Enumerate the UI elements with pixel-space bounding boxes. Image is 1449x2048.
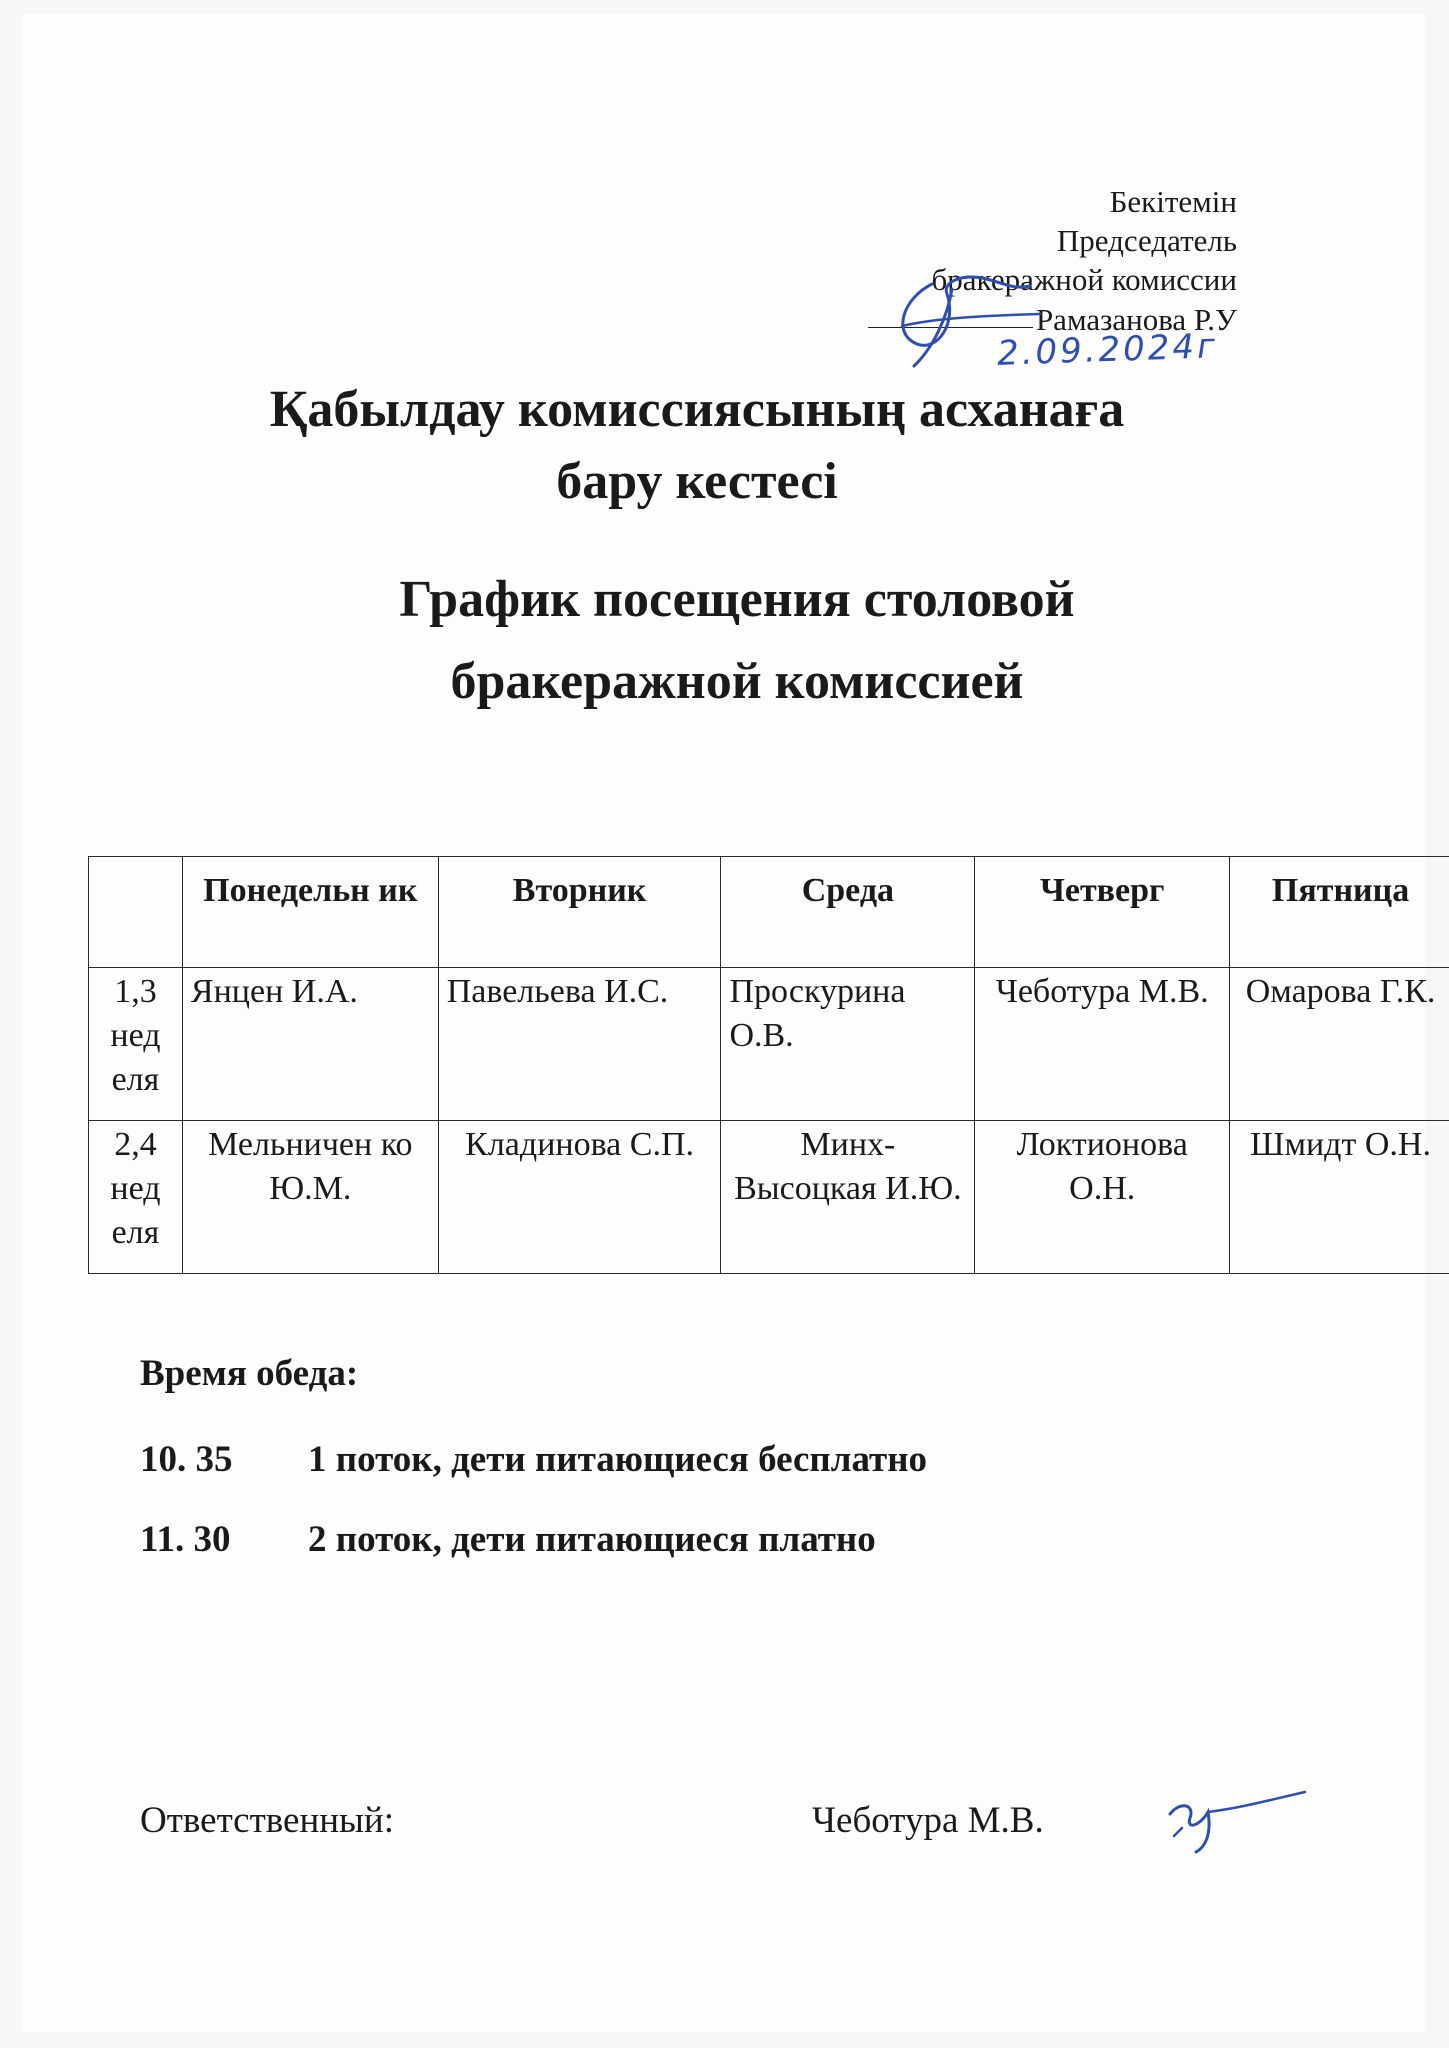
title-kazakh-line2: бару кестесі <box>556 453 838 510</box>
monday-cell: Янцен И.А. <box>182 968 438 1121</box>
friday-cell: Омарова Г.К. <box>1230 968 1449 1121</box>
responsible-signature <box>1160 1786 1310 1856</box>
thursday-cell: Локтионова О.Н. <box>975 1121 1230 1274</box>
schedule-row-weeks-2-4 <box>89 1121 1449 1274</box>
lunch-heading: Время обеда: <box>140 1353 359 1394</box>
week-label: 1,3 нед еля <box>89 968 183 1121</box>
header-monday: Понедельн ик <box>182 857 438 968</box>
lunch-slot-description: 1 поток, дети питающиеся бесплатно <box>308 1439 928 1480</box>
schedule-header-row <box>89 857 1449 968</box>
title-russian-line2: бракеражной комиссией <box>450 653 1024 710</box>
approver-position-line1: Председатель <box>1056 223 1237 258</box>
schedule-row-weeks-1-3 <box>89 968 1449 1121</box>
responsible-name: Чеботура М.В. <box>812 1800 1044 1841</box>
responsible-line <box>140 1799 1240 1842</box>
approver-name: Рамазанова Р.У <box>1035 302 1237 337</box>
friday-cell: Шмидт О.Н. <box>1230 1121 1449 1274</box>
document-page <box>22 14 1436 2032</box>
title-kazakh <box>162 374 1232 518</box>
tuesday-cell: Кладинова С.П. <box>438 1121 721 1274</box>
tuesday-cell: Павельева И.С. <box>438 968 721 1121</box>
responsible-label: Ответственный: <box>140 1800 394 1841</box>
approver-position-line2: бракеражной комиссии <box>931 262 1237 297</box>
thursday-cell: Чеботура М.В. <box>975 968 1230 1121</box>
title-russian <box>162 559 1312 723</box>
header-friday: Пятница <box>1230 857 1449 968</box>
week-label: 2,4 нед еля <box>89 1121 183 1274</box>
handwritten-date: 2.09.2024г <box>996 326 1219 374</box>
header-wednesday: Среда <box>721 857 975 968</box>
wednesday-cell: Минх- Высоцкая И.Ю. <box>721 1121 975 1274</box>
schedule-table <box>88 856 1449 1274</box>
monday-cell: Мельничен ко Ю.М. <box>182 1121 438 1274</box>
lunch-slot <box>140 1518 876 1561</box>
header-corner <box>89 857 183 968</box>
approve-word: Бекітемін <box>1109 184 1237 219</box>
header-thursday: Четверг <box>975 857 1230 968</box>
lunch-slot <box>140 1438 927 1481</box>
lunch-slot-time: 11. 30 <box>140 1519 231 1560</box>
lunch-slot-description: 2 поток, дети питающиеся платно <box>308 1519 876 1560</box>
title-kazakh-line1: Қабылдау комиссиясының асханаға <box>269 381 1125 438</box>
wednesday-cell: Проскурина О.В. <box>721 968 975 1121</box>
lunch-slot-time: 10. 35 <box>140 1439 233 1480</box>
title-russian-line1: График посещения столовой <box>399 571 1075 628</box>
header-tuesday: Вторник <box>438 857 721 968</box>
